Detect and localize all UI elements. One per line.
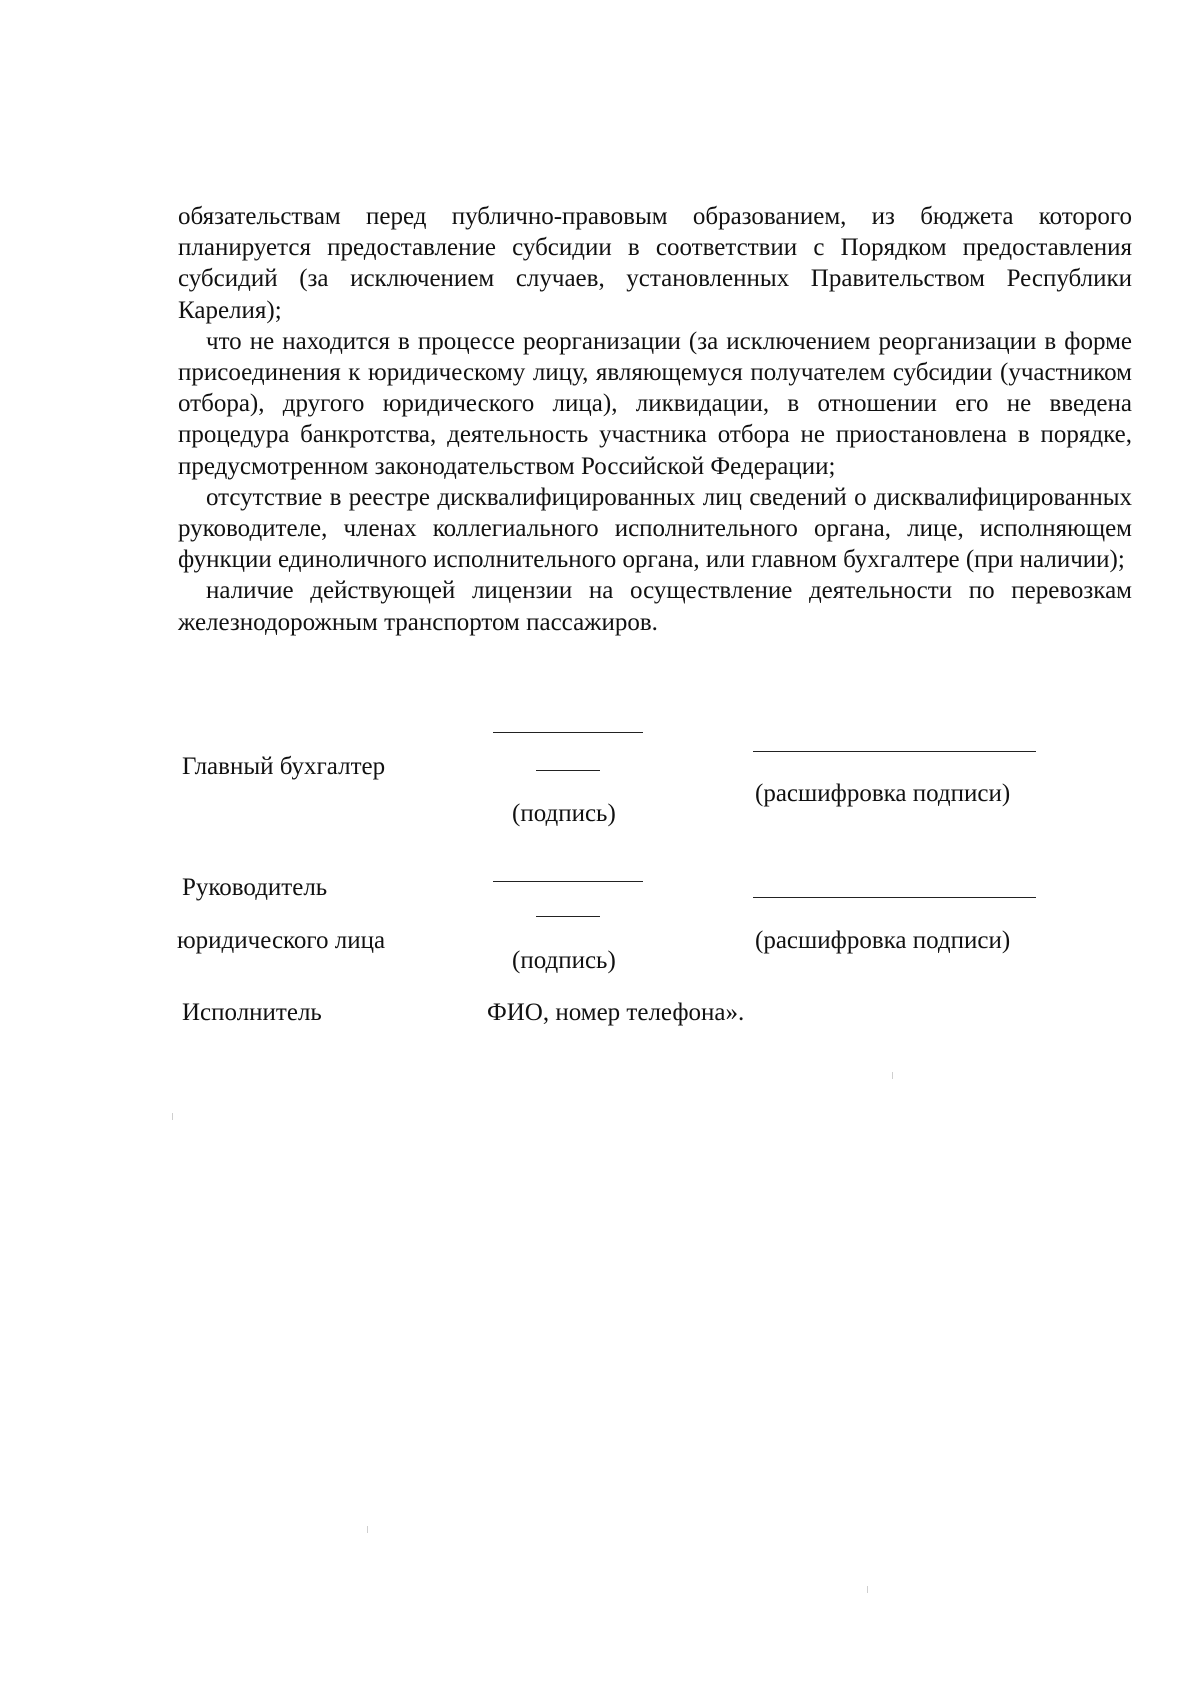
body-text — [178, 201, 1132, 638]
signature-line-accountant — [536, 770, 600, 771]
scan-speck — [367, 1526, 368, 1533]
decoding-caption-accountant: (расшифровка подписи) — [755, 780, 1011, 807]
chief-accountant-label: Главный бухгалтер — [182, 753, 386, 780]
scan-speck — [867, 1586, 868, 1593]
signature-line-top-head — [493, 881, 643, 882]
paragraph-disqualified: отсутствие в реестре дисквалифицированных лиц сведений о дисквалифицированных руководителе, членах коллегиального исполнительного органа, лице, исполняющем функции единоличного исполнительного органа, или главном бухгалтере (при наличии); — [178, 483, 1132, 574]
scan-speck — [892, 1072, 893, 1079]
decoding-caption-head: (расшифровка подписи) — [755, 927, 1011, 954]
signature-caption-accountant: (подпись) — [512, 800, 616, 827]
signature-caption-head: (подпись) — [512, 947, 616, 974]
paragraph-license: наличие действующей лицензии на осуществление деятельности по перевозкам железнодорожным транспортом пассажиров. — [178, 577, 1132, 636]
decoding-line-accountant — [753, 751, 1036, 752]
signature-line-head — [536, 916, 600, 917]
head-label-line1: Руководитель — [182, 874, 328, 901]
executor-label: Исполнитель — [182, 999, 322, 1026]
head-label-line2: юридического лица — [177, 927, 386, 954]
scan-speck — [172, 1113, 173, 1120]
paragraph-obligations: обязательствам перед публично-правовым образованием, из бюджета которого планируется предоставление субсидии в соответствии с Порядком предоставления субсидий (за исключением случаев, установленных Правительством Республики Карелия); — [178, 203, 1132, 324]
signature-line-top-accountant — [493, 732, 643, 733]
executor-value: ФИО, номер телефона». — [487, 999, 745, 1026]
paragraph-reorganization: что не находится в процессе реорганизации (за исключением реорганизации в форме присоединения к юридическому лицу, являющемуся получателем субсидии (участником отбора), другого юридического лица), ликвидации, в отношении его не введена процедура банкротства, деятельность участника отбора не приостановлена в порядке, предусмотренном законодательством Российской Федерации; — [178, 327, 1132, 480]
decoding-line-head — [753, 897, 1036, 898]
